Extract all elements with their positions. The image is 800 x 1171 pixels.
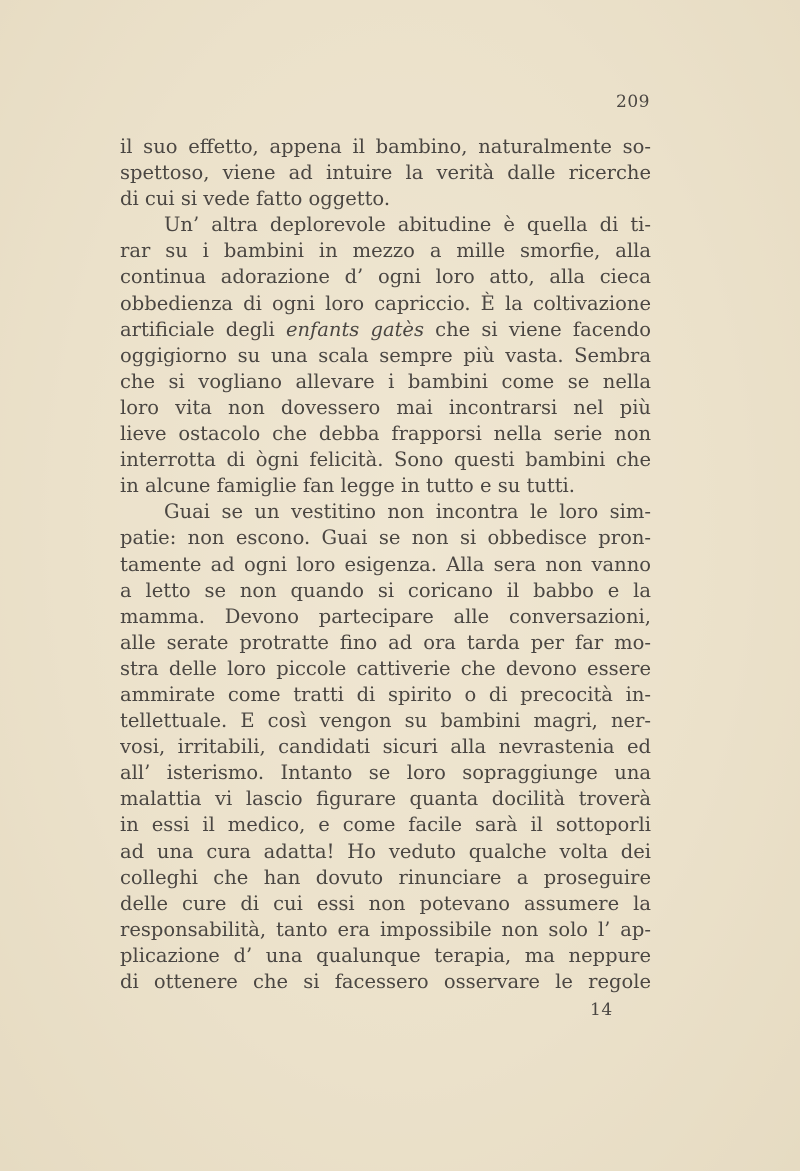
text-line: rar su i bambini in mezzo a mille smorfie, alla bbox=[120, 239, 651, 263]
text-line: colleghi che han dovuto rinunciare a proseguire bbox=[120, 865, 651, 889]
text-line: il suo effetto, appena il bambino, naturalmente so- bbox=[120, 135, 651, 158]
text-line: plicazione d’ una qualunque terapia, ma neppure bbox=[120, 943, 651, 967]
text-line: oggigiorno su una scala sempre più vasta. Sembra bbox=[120, 343, 651, 367]
text-line: di ottenere che si facessero osservare le regole bbox=[120, 970, 651, 993]
text-line: stra delle loro piccole cattiverie che devono essere bbox=[120, 656, 651, 680]
text-line: mamma. Devono partecipare alle conversazioni, bbox=[120, 604, 651, 628]
text-line-with-italic bbox=[120, 317, 651, 343]
body-text bbox=[120, 134, 651, 995]
text-line: tellettuale. E così vengon su bambini magri, ner- bbox=[120, 709, 651, 733]
text-line: alle serate protratte fino ad ora tarda per far mo- bbox=[120, 630, 651, 654]
text-line: all’ isterismo. Intanto se loro sopraggiunge una bbox=[120, 761, 651, 785]
text-line: ammirate come tratti di spirito o di precocità in- bbox=[120, 682, 651, 706]
text-line: Un’ altra deplorevole abitudine è quella di ti- bbox=[164, 213, 651, 237]
text-line: patie: non escono. Guai se non si obbedisce pron- bbox=[120, 526, 651, 550]
text-line: a letto se non quando si coricano il babbo e la bbox=[120, 578, 651, 602]
text-line: ad una cura adatta! Ho veduto qualche volta dei bbox=[120, 839, 651, 863]
text-line: vosi, irritabili, candidati sicuri alla nevrastenia ed bbox=[120, 735, 651, 759]
italic-phrase: enfants gatès bbox=[285, 317, 424, 341]
text-line: Guai se un vestitino non incontra le loro sim- bbox=[164, 500, 651, 524]
text-line: di cui si vede fatto oggetto. bbox=[120, 187, 391, 211]
text-line: loro vita non dovessero mai incontrarsi nel più bbox=[120, 395, 651, 419]
text-line: lieve ostacolo che debba frapporsi nella serie non bbox=[120, 422, 651, 446]
text-line: in essi il medico, e come facile sarà il sottoporli bbox=[120, 813, 651, 837]
text-line: obbedienza di ogni loro capriccio. È la coltivazione bbox=[120, 291, 651, 315]
text-line: continua adorazione d’ ogni loro atto, alla cieca bbox=[120, 265, 651, 289]
text-line: che si vogliano allevare i bambini come se nella bbox=[120, 369, 651, 393]
signature-mark: 14 bbox=[590, 1000, 613, 1020]
text-line: malattia vi lascio figurare quanta docilità troverà bbox=[120, 787, 651, 811]
text-line: spettoso, viene ad intuire la verità dalle ricerche bbox=[120, 161, 651, 185]
text-line: in alcune famiglie fan legge in tutto e su tutti. bbox=[120, 474, 575, 498]
page-number: 209 bbox=[616, 92, 650, 112]
text-line: tamente ad ogni loro esigenza. Alla sera non vanno bbox=[120, 552, 651, 576]
text-segment: artificiale degli bbox=[120, 317, 286, 341]
text-line: delle cure di cui essi non potevano assumere la bbox=[120, 891, 651, 915]
text-line: responsabilità, tanto era impossibile non solo l’ ap- bbox=[120, 917, 651, 941]
text-segment: che si viene facendo bbox=[423, 317, 651, 341]
text-line: interrotta di ògni felicità. Sono questi bambini che bbox=[120, 448, 651, 472]
